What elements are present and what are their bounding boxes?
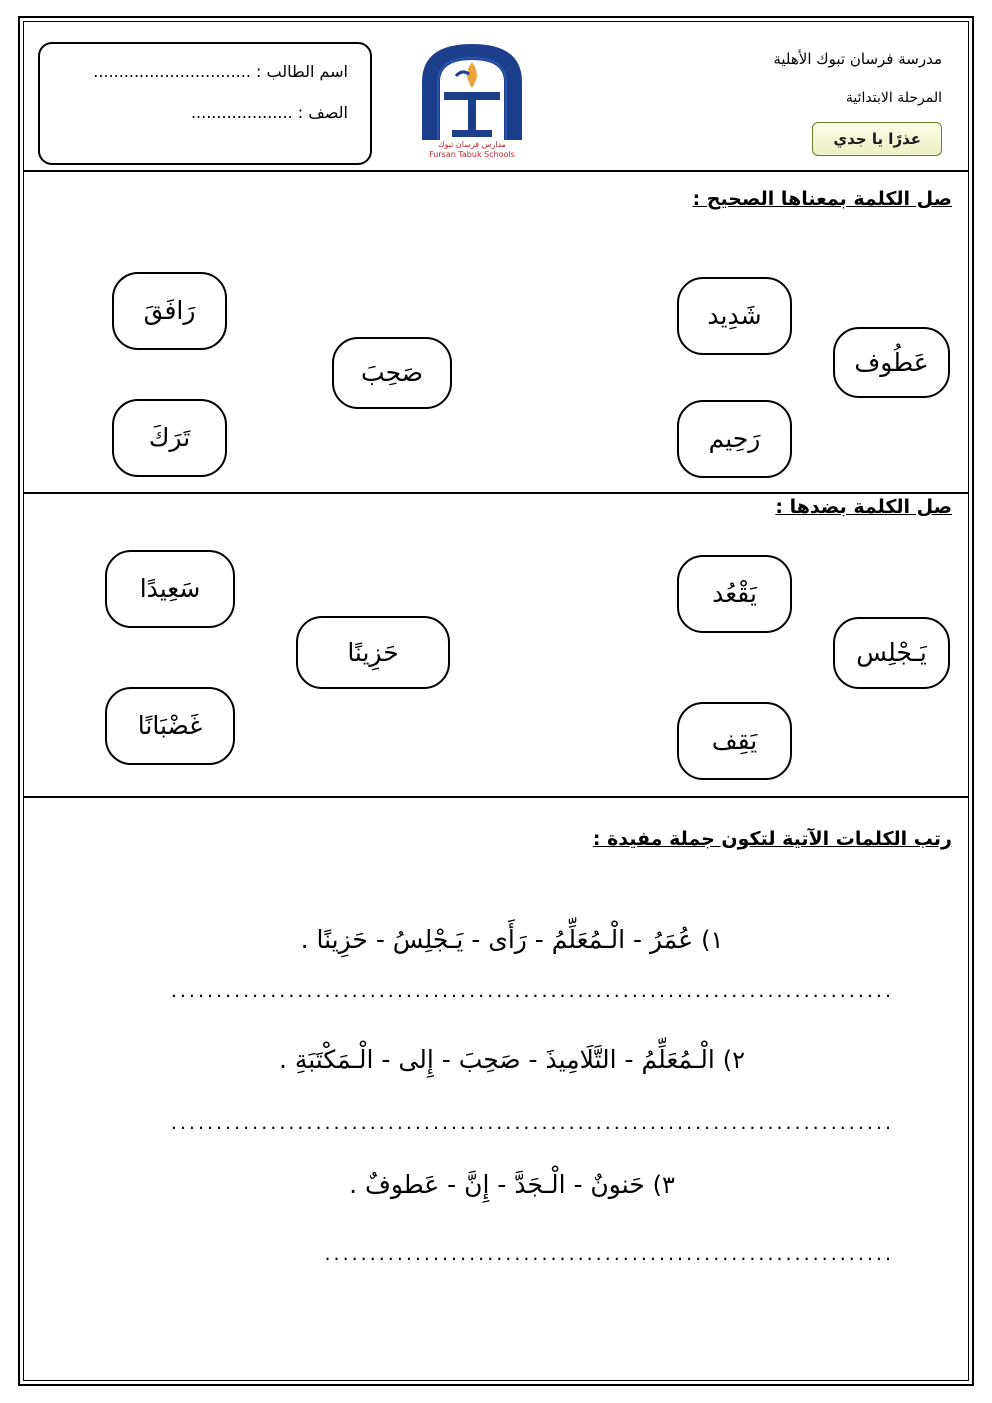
ordering-item [72,925,952,954]
section-2-title: صل الكلمة بضدها : [775,496,952,518]
section-divider-2 [23,492,969,494]
ordering-item [72,1045,952,1074]
section-3-title: رتب الكلمات الآتية لتكون جملة مفيدة : [592,828,952,850]
school-logo-icon [404,36,540,166]
word-bubble[interactable]: تَرَكَ [112,399,227,477]
word-bubble[interactable]: شَدِيد [677,277,792,355]
logo-caption-en: Fursan Tabuk Schools [429,150,515,159]
ordering-item-number: ٣) [652,1171,675,1199]
school-stage: المرحلة الابتدائية [845,90,942,106]
ordering-item-text: عُمَرُ - الْـمُعَلِّمُ - رَأَى - يَـجْلِسُ - حَزِينًا . [300,925,694,954]
student-name-dots[interactable]: ............................... [93,62,251,81]
ordering-item [72,1170,952,1199]
ordering-item-number: ١) [701,926,724,954]
ordering-item-text: حَنونٌ - الْـجَدَّ - إِنَّ - عَطوفٌ . [349,1170,645,1199]
student-info-box [38,42,372,165]
section-divider-1 [23,170,969,172]
student-class-label: الصف : [297,103,348,122]
ordering-item-number: ٢) [722,1046,746,1074]
word-bubble[interactable]: عَطُوف [833,327,950,398]
section-divider-3 [23,796,969,798]
answer-line[interactable]: ................................................................................ [170,1112,894,1134]
worksheet-title: عذرًا يا جدي [812,122,942,156]
student-name-label: اسم الطالب : [256,62,348,81]
school-name: مدرسة فرسان تبوك الأهلية [773,50,942,68]
word-bubble[interactable]: رَافَقَ [112,272,227,350]
logo-caption [404,140,540,160]
ordering-item-text: الْـمُعَلِّمُ - التَّلَامِيذَ - صَحِبَ - إِلى - الْـمَكْتَبَةِ . [278,1045,715,1074]
school-info [692,50,942,156]
word-bubble[interactable]: غَضْبَانًا [105,687,235,765]
logo-caption-ar: مدارس فرسان تبوك [437,140,507,149]
section-1-title: صل الكلمة بمعناها الصحيح : [692,188,952,210]
answer-line[interactable]: ............................................................... [324,1243,894,1265]
word-bubble[interactable]: يَقِف [677,702,792,780]
answer-line[interactable]: ................................................................................ [170,980,894,1002]
word-bubble[interactable]: يَقْعُد [677,555,792,633]
student-class-row [62,103,348,122]
word-bubble[interactable]: رَحِيم [677,400,792,478]
worksheet-header [32,30,960,160]
word-bubble[interactable]: حَزِينًا [296,616,450,689]
word-bubble[interactable]: سَعِيدًا [105,550,235,628]
student-class-dots[interactable]: .................... [190,103,293,122]
word-bubble[interactable]: صَحِبَ [332,337,452,409]
word-bubble[interactable]: يَـجْلِس [833,617,950,689]
student-name-row [62,62,348,81]
